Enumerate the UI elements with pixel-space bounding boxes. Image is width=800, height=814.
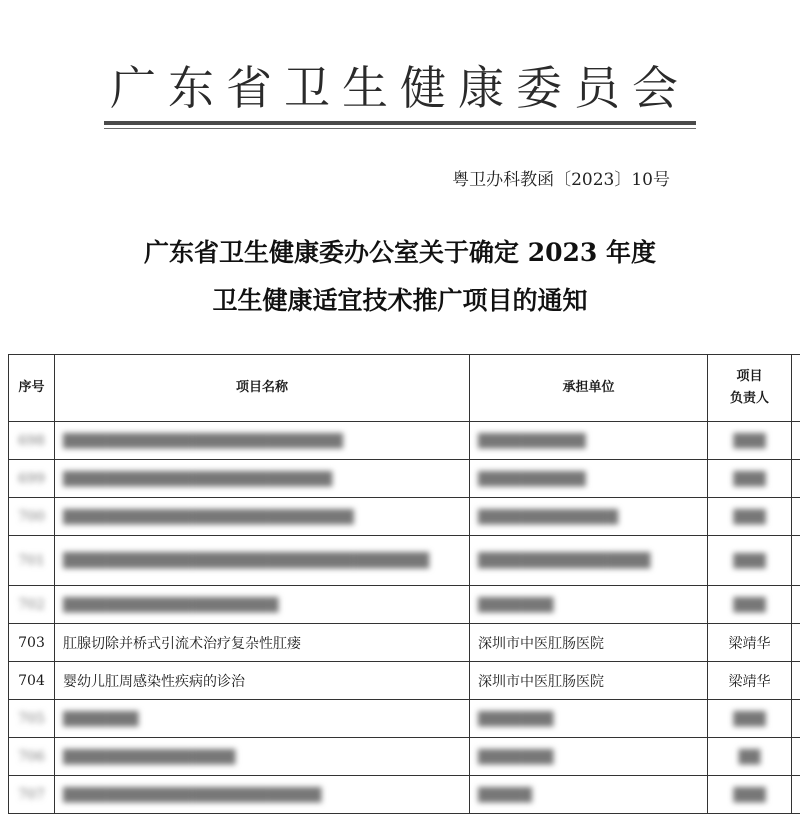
project-name: 肛腺切除并桥式引流术治疗复杂性肛瘘 <box>55 624 470 662</box>
column-header-lead-line1: 项目 <box>736 369 762 384</box>
blurred-text: ███ <box>716 471 783 487</box>
blurred-text: 699 <box>17 471 46 487</box>
blurred-text: ███ <box>716 553 783 569</box>
blurred-text: █████████████████████████ <box>63 471 461 487</box>
blurred-text: ███ <box>716 509 783 525</box>
organization-title: 广东省卫生健康委员会 <box>0 52 800 118</box>
extra-cell <box>792 624 800 662</box>
blurred-text: 702 <box>17 597 46 613</box>
extra-cell <box>792 460 800 498</box>
blurred-text: ████████████████████████ <box>63 787 461 803</box>
blurred-text: ████████████████████ <box>63 597 461 613</box>
blurred-text: ███████ <box>478 749 699 765</box>
blurred-text: ██████████ <box>478 471 699 487</box>
table-row <box>9 624 800 662</box>
row-number <box>9 536 55 586</box>
project-name <box>55 536 470 586</box>
blurred-text: ████████████████ <box>63 749 461 765</box>
host-unit <box>470 498 708 536</box>
host-unit <box>470 422 708 460</box>
column-header-extra <box>792 355 800 422</box>
blurred-text: ██████████████████████████████████ <box>63 552 461 570</box>
row-number: 703 <box>9 624 55 662</box>
project-lead <box>708 738 792 776</box>
table-row <box>9 460 800 498</box>
extra-cell <box>792 700 800 738</box>
column-header-lead <box>708 355 792 422</box>
project-name <box>55 738 470 776</box>
blurred-text: ██████████ <box>478 433 699 449</box>
table-row <box>9 738 800 776</box>
host-unit <box>470 586 708 624</box>
extra-cell <box>792 662 800 700</box>
host-unit <box>470 738 708 776</box>
project-table <box>8 354 800 814</box>
blurred-text: 706 <box>17 749 46 765</box>
row-number <box>9 498 55 536</box>
table-row <box>9 662 800 700</box>
project-lead: 梁靖华 <box>708 624 792 662</box>
column-header-name: 项目名称 <box>55 355 470 422</box>
project-name <box>55 422 470 460</box>
blurred-text: 707 <box>17 787 46 803</box>
project-lead <box>708 460 792 498</box>
blurred-text: 701 <box>17 553 46 569</box>
host-unit <box>470 536 708 586</box>
blurred-text: ██████████████████████████ <box>63 433 461 449</box>
column-header-no: 序号 <box>9 355 55 422</box>
row-number <box>9 422 55 460</box>
column-header-lead-line2: 负责人 <box>730 391 769 406</box>
project-lead <box>708 422 792 460</box>
blurred-text: ████████████████ <box>478 552 699 570</box>
header-rule-thin <box>104 128 696 129</box>
blurred-text: ███████ <box>478 711 699 727</box>
column-header-unit: 承担单位 <box>470 355 708 422</box>
extra-cell <box>792 536 800 586</box>
project-name: 婴幼儿肛周感染性疾病的诊治 <box>55 662 470 700</box>
row-number <box>9 776 55 814</box>
project-name <box>55 586 470 624</box>
project-lead: 梁靖华 <box>708 662 792 700</box>
project-name <box>55 498 470 536</box>
row-number <box>9 586 55 624</box>
blurred-text: █████ <box>478 787 699 803</box>
extra-cell <box>792 422 800 460</box>
blurred-text: 698 <box>17 433 46 449</box>
blurred-text: ███ <box>716 433 783 449</box>
table-row <box>9 422 800 460</box>
notice-title-line-1: 广东省卫生健康委办公室关于确定 2023 年度 <box>0 233 800 269</box>
project-name <box>55 700 470 738</box>
host-unit <box>470 460 708 498</box>
notice-title-line-2: 卫生健康适宜技术推广项目的通知 <box>0 281 800 317</box>
table-row <box>9 776 800 814</box>
blurred-text: ███ <box>716 787 783 803</box>
project-lead <box>708 536 792 586</box>
blurred-text: ██ <box>716 749 783 765</box>
table-row <box>9 498 800 536</box>
blurred-text: ███ <box>716 597 783 613</box>
table-row <box>9 586 800 624</box>
host-unit <box>470 776 708 814</box>
table-row <box>9 536 800 586</box>
row-number <box>9 460 55 498</box>
blurred-text: ███████ <box>478 597 699 613</box>
table-row <box>9 700 800 738</box>
blurred-text: ███████████████████████████ <box>63 509 461 525</box>
project-lead <box>708 498 792 536</box>
project-lead <box>708 700 792 738</box>
host-unit: 深圳市中医肛肠医院 <box>470 624 708 662</box>
blurred-text: ███ <box>716 711 783 727</box>
row-number: 704 <box>9 662 55 700</box>
project-lead <box>708 586 792 624</box>
blurred-text: 700 <box>17 509 46 525</box>
extra-cell <box>792 738 800 776</box>
document-number: 粤卫办科教函〔2023〕10号 <box>452 165 670 190</box>
extra-cell <box>792 776 800 814</box>
row-number <box>9 700 55 738</box>
project-lead <box>708 776 792 814</box>
blurred-text: █████████████ <box>478 509 699 525</box>
extra-cell <box>792 498 800 536</box>
blurred-text: ███████ <box>63 711 461 727</box>
host-unit <box>470 700 708 738</box>
header-rule-thick <box>104 121 696 125</box>
blurred-text: 705 <box>17 711 46 727</box>
row-number <box>9 738 55 776</box>
project-name <box>55 776 470 814</box>
project-name <box>55 460 470 498</box>
host-unit: 深圳市中医肛肠医院 <box>470 662 708 700</box>
table-header-row <box>9 355 800 422</box>
extra-cell <box>792 586 800 624</box>
